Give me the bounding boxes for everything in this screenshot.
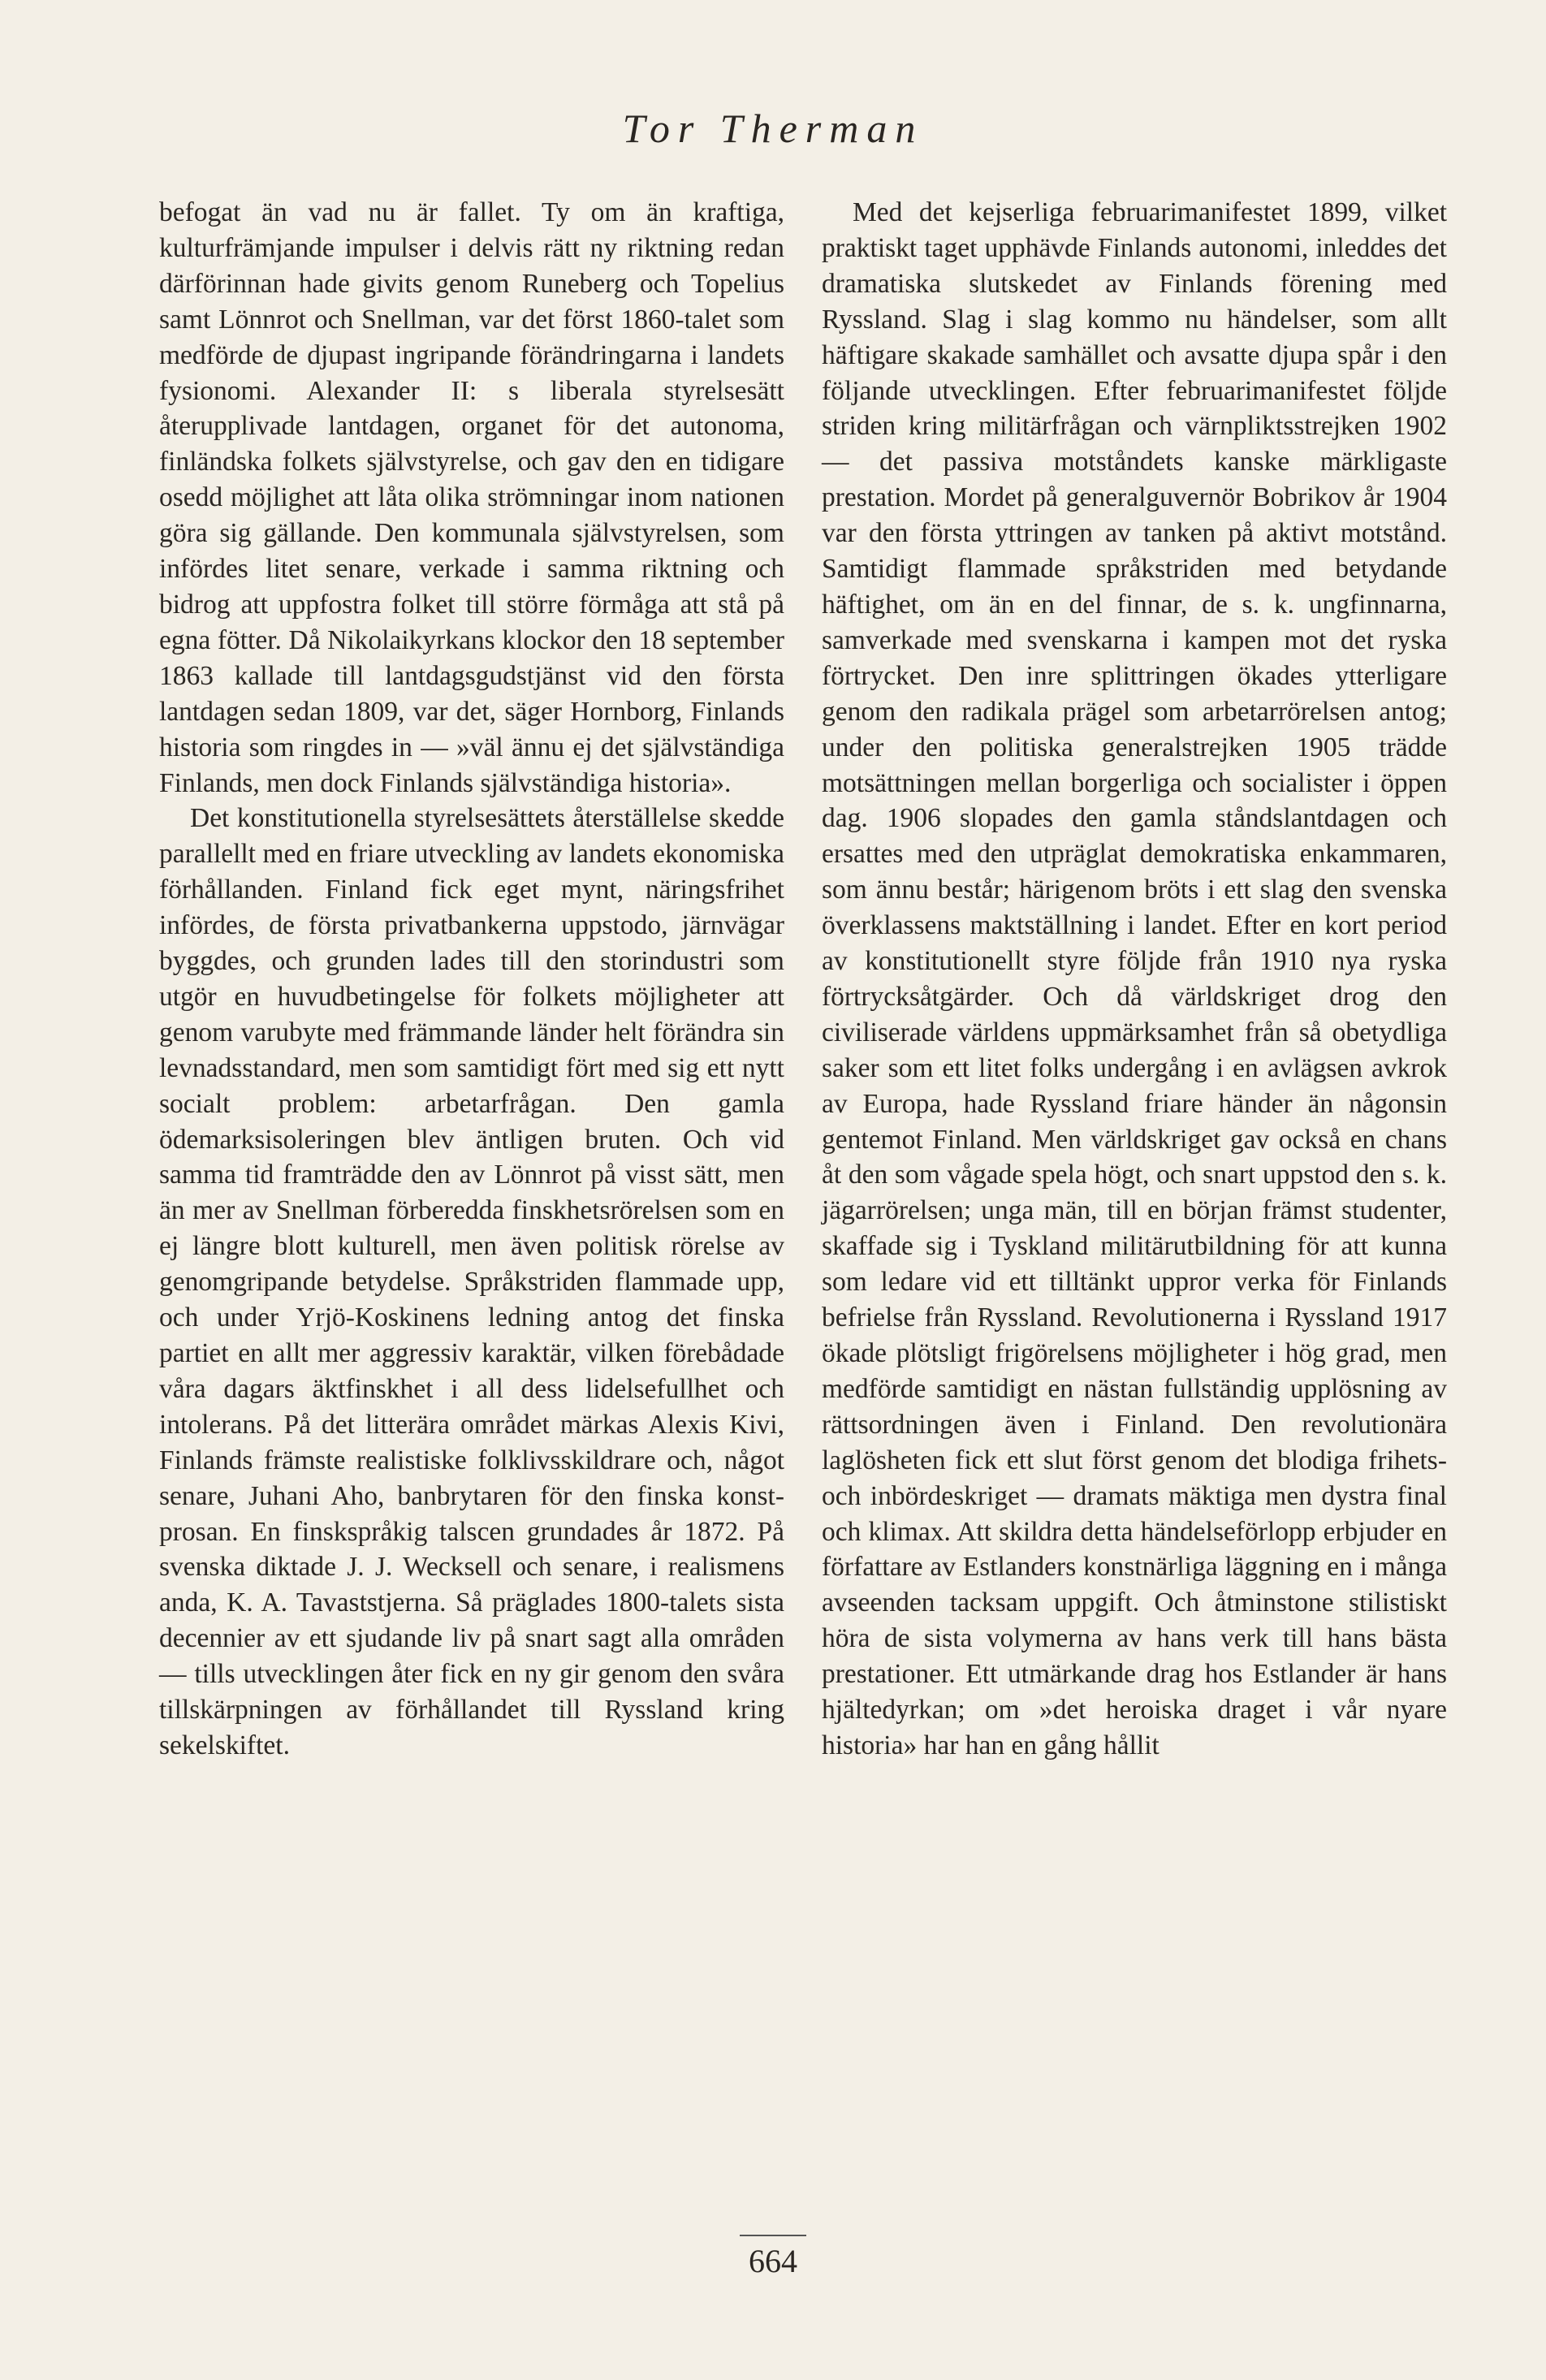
footer-rule: [740, 2235, 806, 2236]
paragraph: Med det kejserliga februarimanifestet 1899, vilket praktiskt taget upphävde Finlands autonomi, inleddes det dramatiska slutskedet av Finlands förening med Ryssland. Slag i slag kommo nu händelser, som allt häftigare skakade samhället och avsatte djupa spår i den följande utvecklingen. Efter februarimanifestet följde striden kring militärfrågan och värnpliktsstrejken 1902 — det passiva motståndets kanske märkligaste prestation. Mordet på generalguvernör Bobrikov år 1904 var den första yttringen av tanken på aktivt motstånd. Samtidigt flammade språkstriden med betydande häftighet, om än en del finnar, de s. k. ungfinnarna, samverkade med svenskarna i kampen mot det ryska förtrycket. Den inre splittringen ökades ytterligare genom den radikala prägel som arbetarrörelsen antog; under den politiska generalstrejken 1905 trädde motsättningen mellan borgerliga och socialister i öppen dag. 1906 slopades den gamla ståndslantdagen och ersattes med den utpräglat demokratiska enkammaren, som ännu består; härigenom bröts i ett slag den svenska överklassens maktställning i landet. Efter en kort period av konstitutionellt styre följde från 1910 nya ryska förtrycksåtgärder. Och då världskriget drog den civiliserade världens uppmärksamhet från så obetydliga saker som ett litet folks undergång i en avlägsen avkrok av Europa, hade Ryssland friare händer än någonsin gentemot Finland. Men världskriget gav också en chans åt den som vågade spela högt, och snart uppstod den s. k. jägarrörelsen; unga män, till en början främst studenter, skaffade sig i Tyskland militärutbildning för att kunna som ledare vid ett tilltänkt uppror verka för Finlands befrielse från Ryssland. Revolutionerna i Ryssland 1917 ökade plötsligt frigörelsens möjligheter i hög grad, men medförde samtidigt en nästan fullständig upplösning av rättsordningen även i Finland. Den revolutionära laglösheten fick ett slut först genom det blodiga frihets- och inbördeskriget — dramats mäktiga men dystra final och klimax. Att skildra detta händelseförlopp erbjuder en författare av Estlanders konstnärliga läggning en i många avseenden tacksam uppgift. Och åtminstone stilistiskt höra de sista volymerna av hans verk till hans bästa prestationer. Ett utmärkande drag hos Estlander är hans hjältedyrkan; om »det heroiska draget i vår nyare historia» har han en gång hållit: [822, 197, 1447, 1760]
paragraph: befogat än vad nu är fallet. Ty om än kraftiga, kulturfrämjande impulser i delvis rätt ny riktning redan därförinnan hade givits genom Runeberg och Topelius samt Lönnrot och Snellman, var det först 1860-talet som medförde de djupast ingripande förändringarna i landets fysionomi. Alexander II: s liberala styrelsesätt återupplivade lantdagen, organet för det autonoma, finländska folkets självstyrelse, och gav den en tidigare osedd möjlighet att låta olika strömningar inom nationen göra sig gällande. Den kommunala självstyrelsen, som infördes litet senare, verkade i samma riktning och bidrog att uppfostra folket till större förmåga att stå på egna fötter. Då Nikolaikyrkans klockor den 18 september 1863 kallade till lantdagsgudstjänst vid den första lantdagen sedan 1809, var det, säger Hornborg, Finlands historia som ringdes in — »väl ännu ej det självständiga Finlands, men dock Finlands självständiga historia».: [159, 197, 784, 798]
page-footer: [0, 2235, 1546, 2280]
left-column: [159, 195, 784, 1764]
right-column: [822, 195, 1447, 1764]
paragraph: Det konstitutionella styrelsesättets återställelse skedde parallellt med en friare utveckling av landets ekonomiska förhållanden. Finland fick eget mynt, näringsfrihet infördes, de första privatbankerna uppstodo, järnvägar byggdes, och grunden lades till den storindustri som utgör en huvudbetingelse för folkets möjligheter att genom varubyte med främmande länder helt förändra sin levnadsstandard, men som samtidigt fört med sig ett nytt socialt problem: arbetarfrågan. Den gamla ödemarksisoleringen blev äntligen bruten. Och vid samma tid framträdde den av Lönnrot på visst sätt, men än mer av Snellman förberedda finskhetsrörelsen som en ej längre blott kulturell, men även politisk rörelse av genomgripande betydelse. Språkstriden flammade upp, och under Yrjö-Koskinens ledning antog det finska partiet en allt mer aggressiv karaktär, vilken förebådade våra dagars äktfinskhet i all dess lidelsefullhet och intolerans. På det litterära området märkas Alexis Kivi, Finlands främste realistiske folklivsskildrare och, något senare, Juhani Aho, banbrytaren för den finska konstprosan. En finskspråkig talscen grundades år 1872. På svenska diktade J. J. Wecksell och senare, i realismens anda, K. A. Tavaststjerna. Så präglades 1800-talets sista decennier av ett sjudande liv på snart sagt alla områden — tills utvecklingen åter fick en ny gir genom den svåra tillskärpningen av förhållandet till Ryssland kring sekelskiftet.: [159, 803, 784, 1760]
page-number: 664: [749, 2243, 797, 2279]
running-header: Tor Therman: [622, 106, 924, 151]
